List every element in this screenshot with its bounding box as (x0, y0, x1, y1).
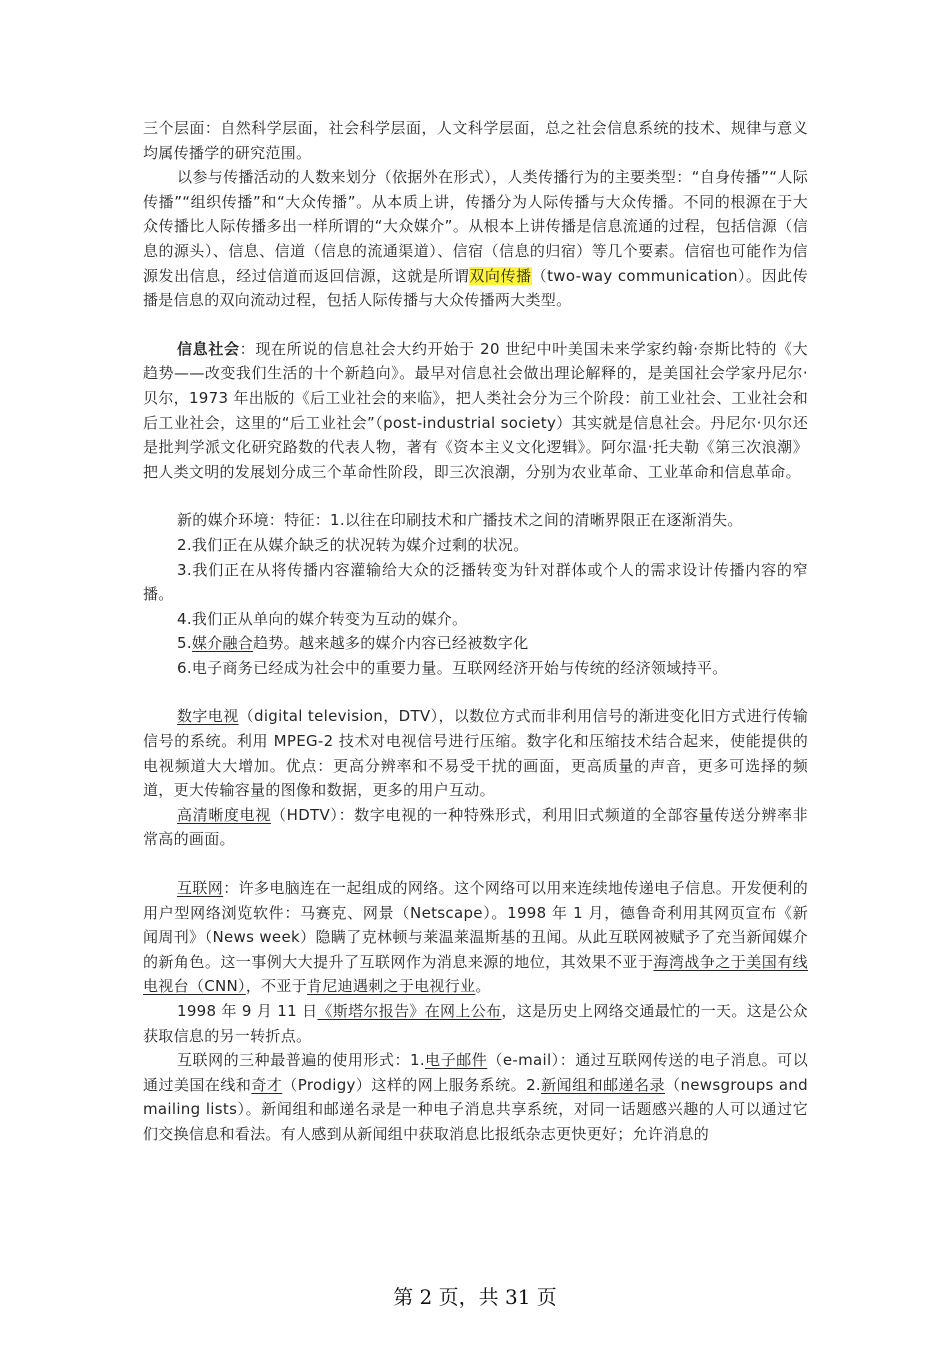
text-segment: （Prodigy）这样的网上服务系统。2. (282, 1075, 542, 1094)
text-segment: ，这是历史上网络交通最忙的一天。这是公众获取信息的另一转折点。 (143, 1002, 808, 1045)
underlined-term: 海湾战争之于美国有线电视台（CNN） (143, 952, 808, 996)
text-segment: 互联网的三种最普遍的使用形式：1. (177, 1051, 425, 1070)
underlined-term: 新闻组和邮递名录 (541, 1075, 665, 1094)
underlined-term: 高清晰度电视 (177, 805, 271, 824)
text-segment: 趋势。越来越多的媒介内容已经被数字化 (253, 634, 529, 653)
list-item: 3.我们正在从将传播内容灌输给大众的泛播转变为针对群体或个人的需求设计传播内容的窄播。 (143, 560, 808, 604)
underlined-term: 《斯塔尔报告》在网上公布 (317, 1002, 502, 1020)
paragraph-internet-uses (143, 1048, 808, 1146)
page-number-footer: 第 2 页，共 31 页 (393, 1285, 557, 1309)
underlined-term: 数字电视 (177, 707, 239, 726)
text-segment: （digital television，DTV），以数位方式而非利用信号的渐进变化旧方式进行传输信号的系统。利用 MPEG-2 技术对电视信号进行压缩。数字化和压缩技术结合起来，使能提供的电视频道大大增加。优点：更高分辨率和不易受干扰的画面，更高质量的声音，更多可选择的频道，更大传输容量的图像和数据，更多的用户互动。 (143, 707, 809, 800)
paragraph-internet (143, 876, 808, 999)
paragraph-information-society (143, 337, 808, 485)
highlighted-term: 双向传播 (469, 266, 532, 285)
underlined-term: 媒介融合 (191, 634, 254, 653)
text-segment: （HDTV）：数字电视的一种特殊形式，利用旧式频道的全部容量传送分辨率非常高的画面。 (143, 805, 808, 849)
paragraph-communication-types (143, 165, 808, 313)
underlined-term: 肯尼迪遇刺之于电视行业 (307, 977, 476, 996)
text-segment: ，不亚于 (245, 977, 308, 996)
text-segment: （two-way communication）。因此传播是信息的双向流动过程，包括人际传播与大众传播两大类型。 (143, 266, 808, 310)
underlined-term: 互联网 (177, 879, 224, 898)
text-segment: 1998 年 9 月 11 日 (177, 1002, 318, 1020)
list-item: 4.我们正从单向的媒介转变为互动的媒介。 (177, 609, 468, 628)
list-item: 6.电子商务已经成为社会中的重要力量。互联网经济开始与传统的经济领域持平。 (177, 658, 728, 677)
page-body (143, 116, 808, 1147)
paragraph-hdtv (143, 803, 808, 852)
text-segment: ：许多电脑连在一起组成的网络。这个网络可以用来连续地传递电子信息。开发便利的用户型网络浏览软件：马赛克、网景（Netscape）。1998 年 1 月，德鲁奇利用其网页宣布《新闻周刊》（News week）隐瞒了克林顿与莱温莱温斯基的丑闻。从此互联网被赋予了充当新闻媒介的新角色。这一事例大大提升了互联网作为消息来源的地位，其效果不亚于 (143, 879, 809, 971)
bold-term: 信息社会 (177, 339, 240, 358)
text-segment: 5. (177, 634, 192, 653)
paragraph-digital-tv (143, 704, 808, 802)
paragraph-research-scope: 三个层面：自然科学层面，社会科学层面，人文科学层面，总之社会信息系统的技术、规律与意义均属传播学的研究范围。 (143, 119, 808, 162)
text-segment: （e-mail）：通过互联网传送的电子消息。可以通过美国在线和 (143, 1051, 809, 1094)
text-segment: ：现在所说的信息社会大约开始于 20 世纪中叶美国未来学家约翰·奈斯比特的《大趋势——改变我们生活的十个新趋向》。最早对信息社会做出理论解释的，是美国社会学家丹尼尔·贝尔，1973 年出版的《后工业社会的来临》，把人类社会分为三个阶段：前工业社会、工业社会和后工业社会，这里的“后工业社会”（post-industrial society）其实就是信息社会。丹尼尔·贝尔还是批判学派文化研究路数的代表人物，著有《资本主义文化逻辑》。阿尔温·托夫勒《第三次浪潮》把人类文明的发展划分成三个革命性阶段，即三次浪潮，分别为农业革命、工业革命和信息革命。 (143, 339, 808, 481)
text-segment: 以参与传播活动的人数来划分（依据外在形式），人类传播行为的主要类型：“自身传播”“人际传播”“组织传播”和“大众传播”。从本质上讲，传播分为人际传播与大众传播。不同的根源在于大众传播比人际传播多出一样所谓的“大众媒介”。从根本上讲传播是信息流通的过程，包括信源（信息的源头）、信息、信道（信息的流通渠道）、信宿（信息的归宿）等几个要素。信宿也可能作为信源发出信息，经过信道而返回信源，这就是所谓 (143, 168, 808, 285)
list-item: 2.我们正在从媒介缺乏的状况转为媒介过剩的状况。 (177, 535, 529, 554)
paragraph-media-environment: 新的媒介环境：特征：1.以往在印刷技术和广播技术之间的清晰界限正在逐渐消失。 (177, 511, 743, 530)
underlined-term: 奇才 (251, 1075, 283, 1094)
list-item (143, 631, 808, 656)
text-segment: （newsgroups and mailing lists）。新闻组和邮递名录是一种电子消息共享系统，对同一话题感兴趣的人可以通过它们交换信息和看法。有人感到从新闻组中获取消息比报纸杂志更快更好；允许消息的 (143, 1075, 808, 1143)
underlined-term: 电子邮件 (424, 1051, 488, 1070)
text-segment: 。 (475, 977, 491, 996)
paragraph-starr-report (143, 999, 808, 1048)
